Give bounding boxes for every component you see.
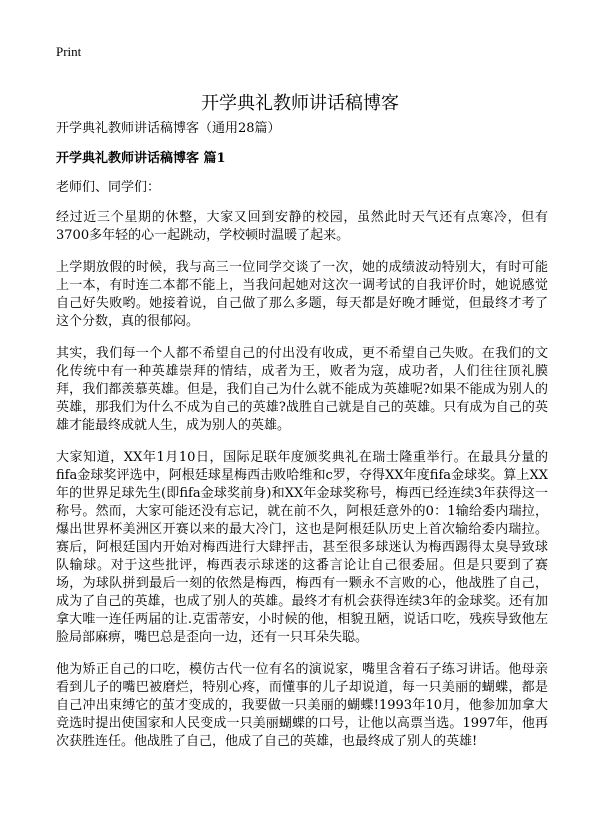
article-heading: 开学典礼教师讲话稿博客 篇1 [56, 151, 226, 166]
document-subtitle: 开学典礼教师讲话稿博客（通用28篇） [56, 121, 281, 136]
paragraph-2: 上学期放假的时候，我与高三一位同学交谈了一次，她的成绩波动特别大，有时可能上一本，有时连二本都不能上，当我问起她对这次一调考试的自我评价时，她说感觉自己好失败哟。她接着说，自己做了那么多题，每天都是好晚才睡觉，但最终才考了这个分数，真的很郁闷。 [56, 260, 548, 329]
document-body [56, 120, 548, 765]
paragraph-5: 他为矫正自己的口吃，模仿古代一位有名的演说家，嘴里含着石子练习讲话。他母亲看到儿子的嘴巴被磨烂，特别心疼，而懂事的儿子却说道，每一只美丽的蝴蝶，都是自己冲出束缚它的茧才变成的，我要做一只美丽的蝴蝶!1993年10月，他参加加拿大竞选时提出使国家和人民变成一只美丽蝴蝶的口号，让他以高票当选。1997年，他再次获胜连任。他战胜了自己，他成了自己的英雄，也最终成了别人的英雄! [56, 662, 548, 749]
print-link[interactable]: Print [56, 44, 82, 59]
paragraph-1: 经过近三个星期的休整，大家又回到安静的校园，虽然此时天气还有点寒冷，但有3700多年轻的心一起跳动，学校顿时温暖了起来。 [56, 210, 548, 243]
paragraph-3: 其实，我们每一个人都不希望自己的付出没有收成，更不希望自己失败。在我们的文化传统中有一种英雄崇拜的情结，成者为王，败者为寇，成功者，人们往往顶礼膜拜，我们都羡慕英雄。但是，我们自己为什么就不能成为英雄呢?如果不能成为别人的英雄，那我们为什么不成为自己的英雄?战胜自己就是自己的英雄。只有成为自己的英雄才能最终成就人生，成为别人的英雄。 [56, 346, 548, 433]
greeting-line: 老师们、同学们： [56, 180, 161, 195]
page-title: 开学典礼教师讲话稿博客 [201, 93, 399, 115]
paragraph-4: 大家知道，XX年1月10日，国际足联年度颁奖典礼在瑞士隆重举行。在最具分量的fifa金球奖评选中，阿根廷球星梅西击败哈维和c罗，夺得XX年度fifa金球奖。算上XX年的世界足球先生(即fifa金球奖前身)和XX年金球奖称号，梅西已经连续3年获得这一称号。然而，大家可能还没有忘记，就在前不久，阿根廷意外的0：1输给委内瑞拉，爆出世界杯美洲区开赛以来的最大冷门，这也是阿根廷队历史上首次输给委内瑞拉。赛后，阿根廷国内开始对梅西进行大肆抨击，甚至很多球迷认为梅西踢得太臭导致球队输球。对于这些批评，梅西表示球迷的这番言论让自己很委屈。但是只要到了赛场，为球队拼到最后一刻的依然是梅西，梅西有一颗永不言败的心，他战胜了自己，成为了自己的英雄，也成了别人的英雄。最终才有机会获得连续3年的金球奖。还有加拿大唯一连任两届的让.克雷蒂安，小时候的他，相貌丑陋，说话口吃，残疾导致他左脸局部麻痹，嘴巴总是歪向一边，还有一只耳朵失聪。 [56, 450, 548, 645]
